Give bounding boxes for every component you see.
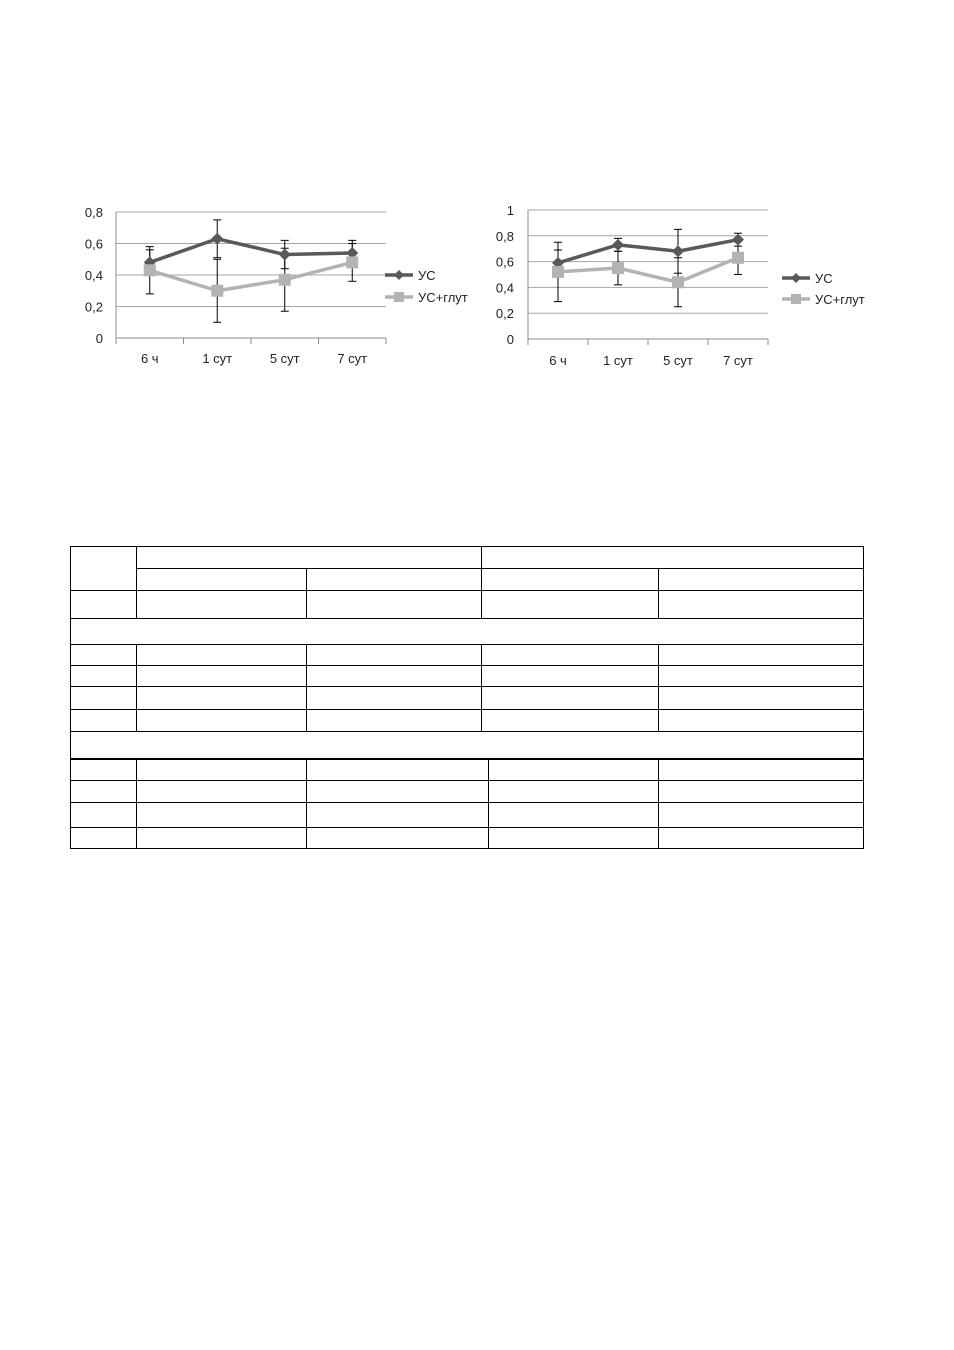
data-point [612, 262, 624, 274]
table-cell [71, 666, 137, 687]
table-cell [489, 760, 659, 781]
table-cell [71, 591, 137, 619]
table-cell [307, 803, 489, 828]
table-cell [489, 828, 659, 849]
y-tick-label: 0,4 [495, 280, 514, 296]
table-cell [659, 591, 864, 619]
table-cell [489, 803, 659, 828]
x-tick-label: 1 сут [202, 351, 233, 366]
y-tick-label: 0,4 [84, 268, 103, 283]
chart-right-svg [0, 0, 954, 420]
table-cell [482, 710, 659, 732]
data-point [672, 245, 684, 257]
x-tick-label: 7 сут [337, 351, 368, 366]
table-cell [137, 760, 307, 781]
y-tick-label: 1 [506, 203, 514, 218]
data-point [552, 266, 564, 278]
table-cell [489, 781, 659, 803]
x-tick-label: 6 ч [140, 351, 159, 366]
table-cell [137, 803, 307, 828]
table-cell [71, 710, 137, 732]
table-cell [137, 687, 307, 710]
y-tick-label: 0 [95, 331, 103, 346]
empty-table [70, 546, 864, 759]
table-cell [659, 645, 864, 666]
table-cell [659, 760, 864, 781]
legend-marker [791, 294, 801, 304]
x-tick-label: 5 сут [269, 351, 300, 366]
legend-label: УС+глут [418, 290, 468, 305]
table-cell [71, 547, 137, 591]
x-tick-label: 6 ч [549, 353, 567, 368]
table-cell [482, 591, 659, 619]
table-cell [137, 781, 307, 803]
table-cell [71, 760, 137, 781]
table-cell [137, 569, 307, 591]
table-cell [71, 803, 137, 828]
legend-label: УС [418, 268, 436, 283]
legend-marker [791, 273, 801, 283]
table-cell [307, 687, 482, 710]
table-cell [659, 687, 864, 710]
table-cell [137, 710, 307, 732]
table-cell [71, 781, 137, 803]
legend-label: УС+глут [815, 292, 865, 307]
x-tick-label: 5 сут [663, 353, 693, 368]
table-cell [71, 687, 137, 710]
table-cell [659, 710, 864, 732]
legend-label: УС [815, 271, 833, 286]
table-cell [482, 666, 659, 687]
table-cell [659, 803, 864, 828]
table-cell [307, 569, 482, 591]
table-cell [307, 828, 489, 849]
y-tick-label: 0 [506, 332, 514, 347]
table-cell [482, 687, 659, 710]
table-cell [482, 547, 864, 569]
table-cell [137, 591, 307, 619]
table-cell [659, 781, 864, 803]
table-cell [307, 645, 482, 666]
y-tick-label: 0,2 [84, 299, 103, 315]
table-section-row [71, 619, 864, 645]
x-tick-label: 7 сут [723, 353, 753, 368]
chart-right [0, 0, 954, 420]
y-tick-label: 0,8 [84, 205, 103, 220]
table-cell [482, 569, 659, 591]
table-cell [71, 645, 137, 666]
y-tick-label: 0,6 [495, 254, 514, 270]
table-cell [307, 666, 482, 687]
table-cell [137, 547, 482, 569]
y-tick-label: 0,8 [495, 228, 514, 244]
table-cell [659, 569, 864, 591]
table-cell [659, 828, 864, 849]
table-cell [307, 760, 489, 781]
y-tick-label: 0,2 [495, 306, 514, 322]
table-cell [307, 710, 482, 732]
table-cell [659, 666, 864, 687]
x-tick-label: 1 сут [603, 353, 633, 368]
data-point [612, 239, 624, 251]
data-point [732, 252, 744, 264]
series-line [558, 240, 738, 263]
table-cell [482, 645, 659, 666]
data-point [672, 276, 684, 288]
table-section-row [71, 732, 864, 759]
table-cell [137, 666, 307, 687]
table-cell [307, 781, 489, 803]
y-tick-label: 0,6 [84, 236, 103, 252]
table-cell [137, 645, 307, 666]
table-cell [307, 591, 482, 619]
table-cell [71, 828, 137, 849]
empty-table-lower [70, 759, 864, 849]
table-cell [137, 828, 307, 849]
